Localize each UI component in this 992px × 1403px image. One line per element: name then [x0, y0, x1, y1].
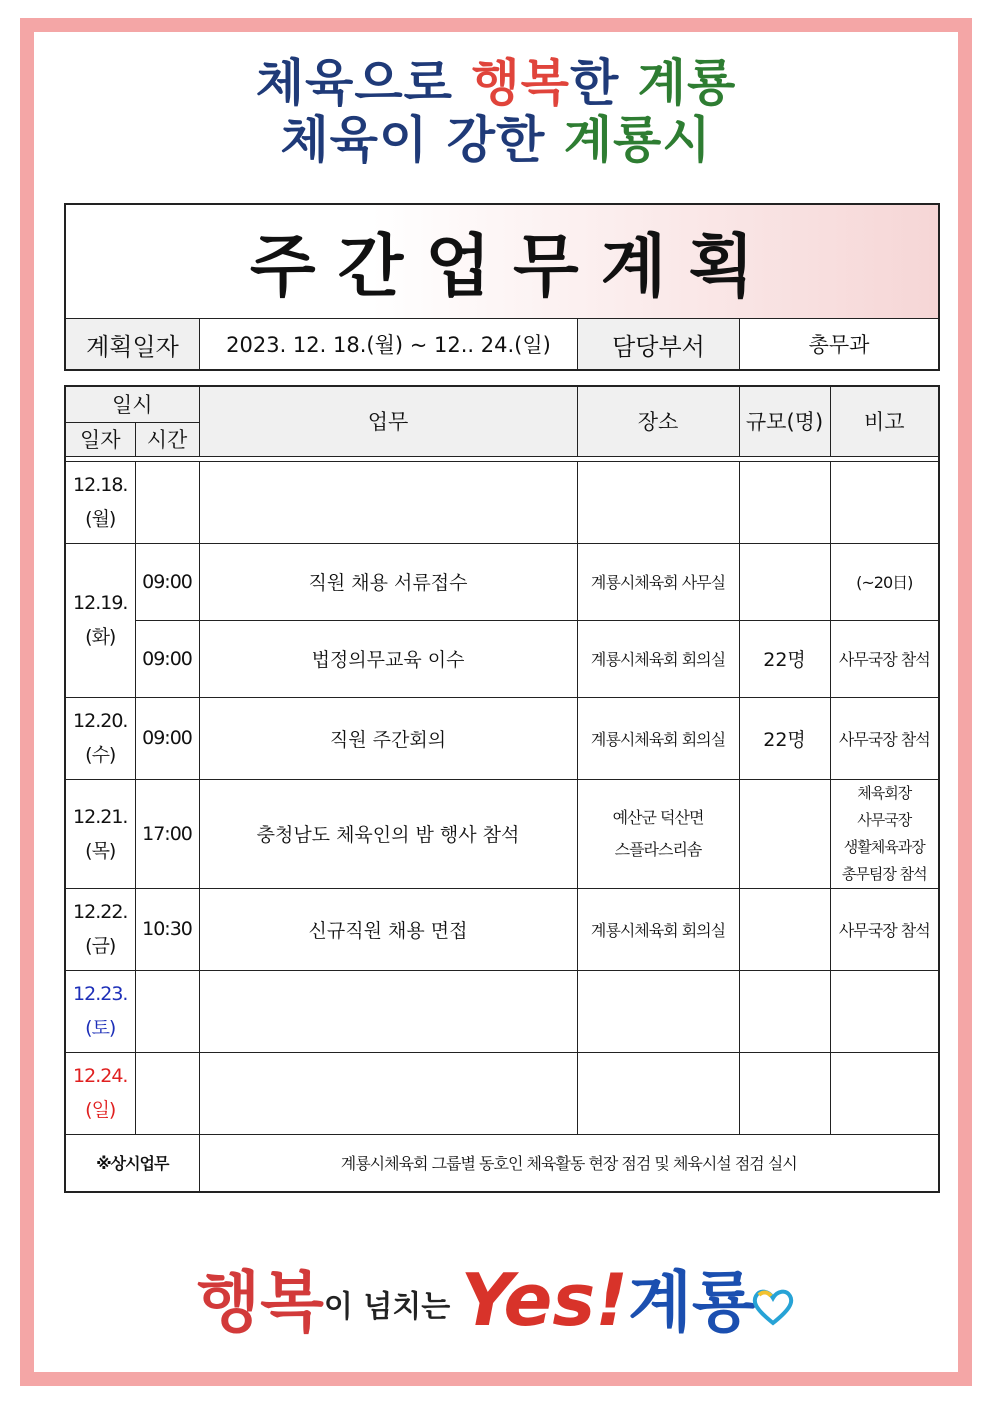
scale-cell	[739, 461, 830, 543]
table-row	[65, 970, 939, 1052]
note-cell: 사무국장 참석	[830, 888, 939, 970]
heart-icon	[750, 1261, 796, 1351]
note-cell	[830, 1052, 939, 1134]
task-cell	[199, 1052, 577, 1134]
place-cell: 예산군 덕산면 스플라스리솜	[577, 779, 739, 888]
note-cell	[830, 461, 939, 543]
title-box	[64, 203, 940, 371]
table-row	[65, 461, 939, 543]
note-cell: 사무국장 참석	[830, 697, 939, 779]
plan-info-row	[66, 319, 938, 369]
table-row	[65, 697, 939, 779]
time-cell	[135, 970, 199, 1052]
scale-cell	[739, 970, 830, 1052]
task-cell: 법정의무교육 이수	[199, 620, 577, 697]
day-cell: 12.24. (일)	[65, 1052, 135, 1134]
time-cell	[135, 461, 199, 543]
day-cell: 12.19. (화)	[65, 543, 135, 697]
header-scale: 규모(명)	[739, 386, 830, 456]
note-cell: (~20日)	[830, 543, 939, 620]
footer-slogan: 행복이 넘치는 Yes!계룡	[0, 1255, 992, 1352]
task-cell: 직원 주간회의	[199, 697, 577, 779]
time-cell: 09:00	[135, 543, 199, 620]
place-cell	[577, 970, 739, 1052]
place-cell	[577, 461, 739, 543]
day-cell: 12.20. (수)	[65, 697, 135, 779]
table-row	[65, 620, 939, 697]
note-cell: 체육회장 사무국장 생활체육과장 총무팀장 참석	[830, 779, 939, 888]
dept-label: 담당부서	[578, 319, 740, 369]
day-cell: 12.23. (토)	[65, 970, 135, 1052]
plan-body	[65, 461, 939, 1134]
date-label: 계획일자	[66, 319, 200, 369]
scale-cell	[739, 779, 830, 888]
time-cell: 10:30	[135, 888, 199, 970]
place-cell: 계룡시체육회 회의실	[577, 888, 739, 970]
time-cell: 09:00	[135, 697, 199, 779]
header-place: 장소	[577, 386, 739, 456]
note-cell: 사무국장 참석	[830, 620, 939, 697]
page-title: 주간업무계획	[66, 205, 938, 319]
weekly-plan-table	[64, 385, 940, 1193]
time-cell: 09:00	[135, 620, 199, 697]
task-cell	[199, 461, 577, 543]
regular-task-label: ※상시업무	[65, 1134, 199, 1192]
day-cell: 12.18. (월)	[65, 461, 135, 543]
scale-cell: 22명	[739, 697, 830, 779]
regular-task-value: 계룡시체육회 그룹별 동호인 체육활동 현장 점검 및 체육시설 점검 실시	[199, 1134, 939, 1192]
table-row	[65, 779, 939, 888]
table-row	[65, 543, 939, 620]
time-cell	[135, 1052, 199, 1134]
note-cell	[830, 970, 939, 1052]
scale-cell	[739, 1052, 830, 1134]
task-cell: 충청남도 체육인의 밤 행사 참석	[199, 779, 577, 888]
scale-cell	[739, 543, 830, 620]
table-row	[65, 888, 939, 970]
task-cell: 신규직원 채용 면접	[199, 888, 577, 970]
task-cell	[199, 970, 577, 1052]
place-cell: 계룡시체육회 회의실	[577, 620, 739, 697]
scale-cell	[739, 888, 830, 970]
place-cell	[577, 1052, 739, 1134]
header-day: 일자	[65, 422, 135, 456]
header-note: 비고	[830, 386, 939, 456]
day-cell: 12.22. (금)	[65, 888, 135, 970]
header-slogan-line2: 체육이 강한 계룡시	[280, 110, 712, 169]
task-cell: 직원 채용 서류접수	[199, 543, 577, 620]
place-cell: 계룡시체육회 사무실	[577, 543, 739, 620]
header-time: 시간	[135, 422, 199, 456]
date-value: 2023. 12. 18.(월) ~ 12.. 24.(일)	[200, 319, 578, 369]
day-cell: 12.21. (목)	[65, 779, 135, 888]
dept-value: 총무과	[808, 333, 870, 357]
time-cell: 17:00	[135, 779, 199, 888]
header-slogan-line1: 체육으로 행복한 계룡	[255, 53, 737, 112]
header-schedule: 일시	[65, 386, 199, 422]
place-cell: 계룡시체육회 회의실	[577, 697, 739, 779]
header-task: 업무	[199, 386, 577, 456]
table-row	[65, 1052, 939, 1134]
scale-cell: 22명	[739, 620, 830, 697]
